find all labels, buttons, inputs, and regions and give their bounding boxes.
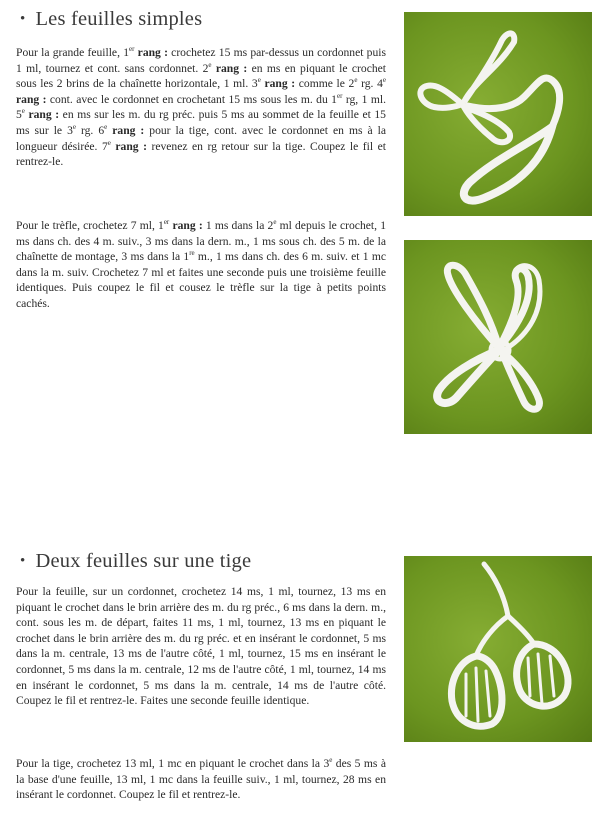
text-run: m., 1 ms dans ch. des 6 m. suiv. et 1 mc dans la m. suiv. Crochetez 7 ml et faites une seconde puis une troisième feuille identiques. Puis coupez le fil et cousez le trèfle sur la tige à petits points cachés. xyxy=(16,250,386,310)
paragraph-trefoil xyxy=(16,218,386,312)
photo-two-leaves xyxy=(404,556,592,742)
crochet-trefoil-illustration xyxy=(404,240,592,434)
text-run: ml depuis le crochet, 1 ms dans ch. des 4 m. suiv., 3 ms dans la dern. m., 1 ms sous ch. des 5 m. de la chaînette de montage, 3 ms dans la 1 xyxy=(16,219,386,264)
text-run: en ms sur les m. du rg préc. puis 5 ms au sommet de la feuille et 15 ms sur le 3 xyxy=(16,108,386,137)
text-run: pour la tige, cont. avec le cordonnet en ms à la longueur désirée. 7 xyxy=(16,123,386,153)
photo-trefoil xyxy=(404,240,592,434)
bold-run: rang : xyxy=(16,92,47,106)
paragraph-large-leaf xyxy=(16,45,386,170)
text-run: Pour la tige, crochetez 13 ml, 1 mc en piquant le crochet dans la 3 xyxy=(16,757,330,770)
text-run: rg, 1 ml. 5 xyxy=(16,92,386,122)
ordinal-superscript: e xyxy=(21,107,25,116)
crochet-leaf-illustration xyxy=(404,12,592,216)
text-run: 1 ms dans la 2 xyxy=(202,219,274,232)
text-run: comme le 2 xyxy=(295,77,355,91)
bold-run: rang : xyxy=(110,139,147,153)
text-run: Pour le trèfle, crochetez 7 ml, 1 xyxy=(16,219,164,232)
ordinal-superscript: e xyxy=(208,60,212,69)
ordinal-superscript: re xyxy=(189,249,195,258)
ordinal-superscript: e xyxy=(257,76,261,85)
bold-run: rang : xyxy=(107,123,145,137)
bold-run: rang : xyxy=(211,61,248,75)
ordinal-superscript: e xyxy=(354,76,358,85)
ordinal-superscript: e xyxy=(107,138,111,147)
ordinal-superscript: e xyxy=(72,123,76,132)
ordinal-superscript: er xyxy=(163,218,170,227)
section-title: Deux feuilles sur une tige xyxy=(35,550,252,572)
photo-large-leaf xyxy=(404,12,592,216)
ordinal-superscript: e xyxy=(104,123,108,132)
ordinal-superscript: er xyxy=(336,91,343,100)
bold-run: rang : xyxy=(24,108,60,122)
text-run: revenez en rg retour sur la tige. Coupez le fil et rentrez-le. xyxy=(16,139,386,169)
text-run: Pour la grande feuille, 1 xyxy=(16,46,129,59)
paragraph-leaf xyxy=(16,584,386,709)
ordinal-superscript: e xyxy=(329,756,333,765)
section-heading-two-leaves xyxy=(20,550,251,573)
bullet-icon: • xyxy=(20,553,26,569)
text-run: crochetez 15 ms par-dessus un cordonnet puis 1 ml, tournez et cont. sans cordonnet. 2 xyxy=(16,46,386,75)
bold-run: rang : xyxy=(260,77,296,91)
text-run: Pour la feuille, sur un cordonnet, crochetez 14 ms, 1 ml, tournez, 13 ms en piquant le crochet dans le brin arrière des m. du rg préc., 6 ms dans la dern. m., cont. sous les m. de départ, faites 11 ms, 1 ml, tournez, 13 ms en piquant le crochet dans le brin arrière des m. du rg préc. et en insérant le cordonnet, 5 ms dans la m. centrale, 13 ms de l'autre côté, 1 ml, tournez, 15 ms en insérant le cordonnet, 5 ms dans la m. centrale, 12 ms de l'autre côté, 1 ml, tournez, 14 ms en insérant le cordonnet, 5 ms dans la m. centrale, 14 ms de l'autre côté. Coupez le fil et rentrez-le. Faites une seconde feuille identique. xyxy=(16,585,386,708)
text-run: cont. avec le cordonnet en crochetant 15 ms sous les m. du 1 xyxy=(46,92,337,106)
bold-run: rang : xyxy=(134,46,168,59)
section-heading-simple-leaves xyxy=(20,8,202,31)
section-title: Les feuilles simples xyxy=(35,8,203,30)
ordinal-superscript: e xyxy=(273,218,277,227)
text-run: en ms en piquant le crochet sous les 2 brins de la chaînette horizontale, 1 ml. 3 xyxy=(16,61,387,91)
text-run: rg. 6 xyxy=(75,123,105,137)
bold-run: rang : xyxy=(169,219,203,232)
text-run: des 5 ms à la base d'une feuille, 13 ml, 1 mc dans la feuille suiv., 1 ml, tournez, 28 ms en insérant le cordonnet. Coupez le fil et rentrez-le. xyxy=(16,757,386,802)
bullet-icon: • xyxy=(20,11,26,27)
crochet-two-leaves-illustration xyxy=(404,556,592,742)
ordinal-superscript: e xyxy=(382,76,386,85)
ordinal-superscript: er xyxy=(129,45,135,54)
text-run: rg. 4 xyxy=(357,77,383,91)
paragraph-stem xyxy=(16,756,386,803)
